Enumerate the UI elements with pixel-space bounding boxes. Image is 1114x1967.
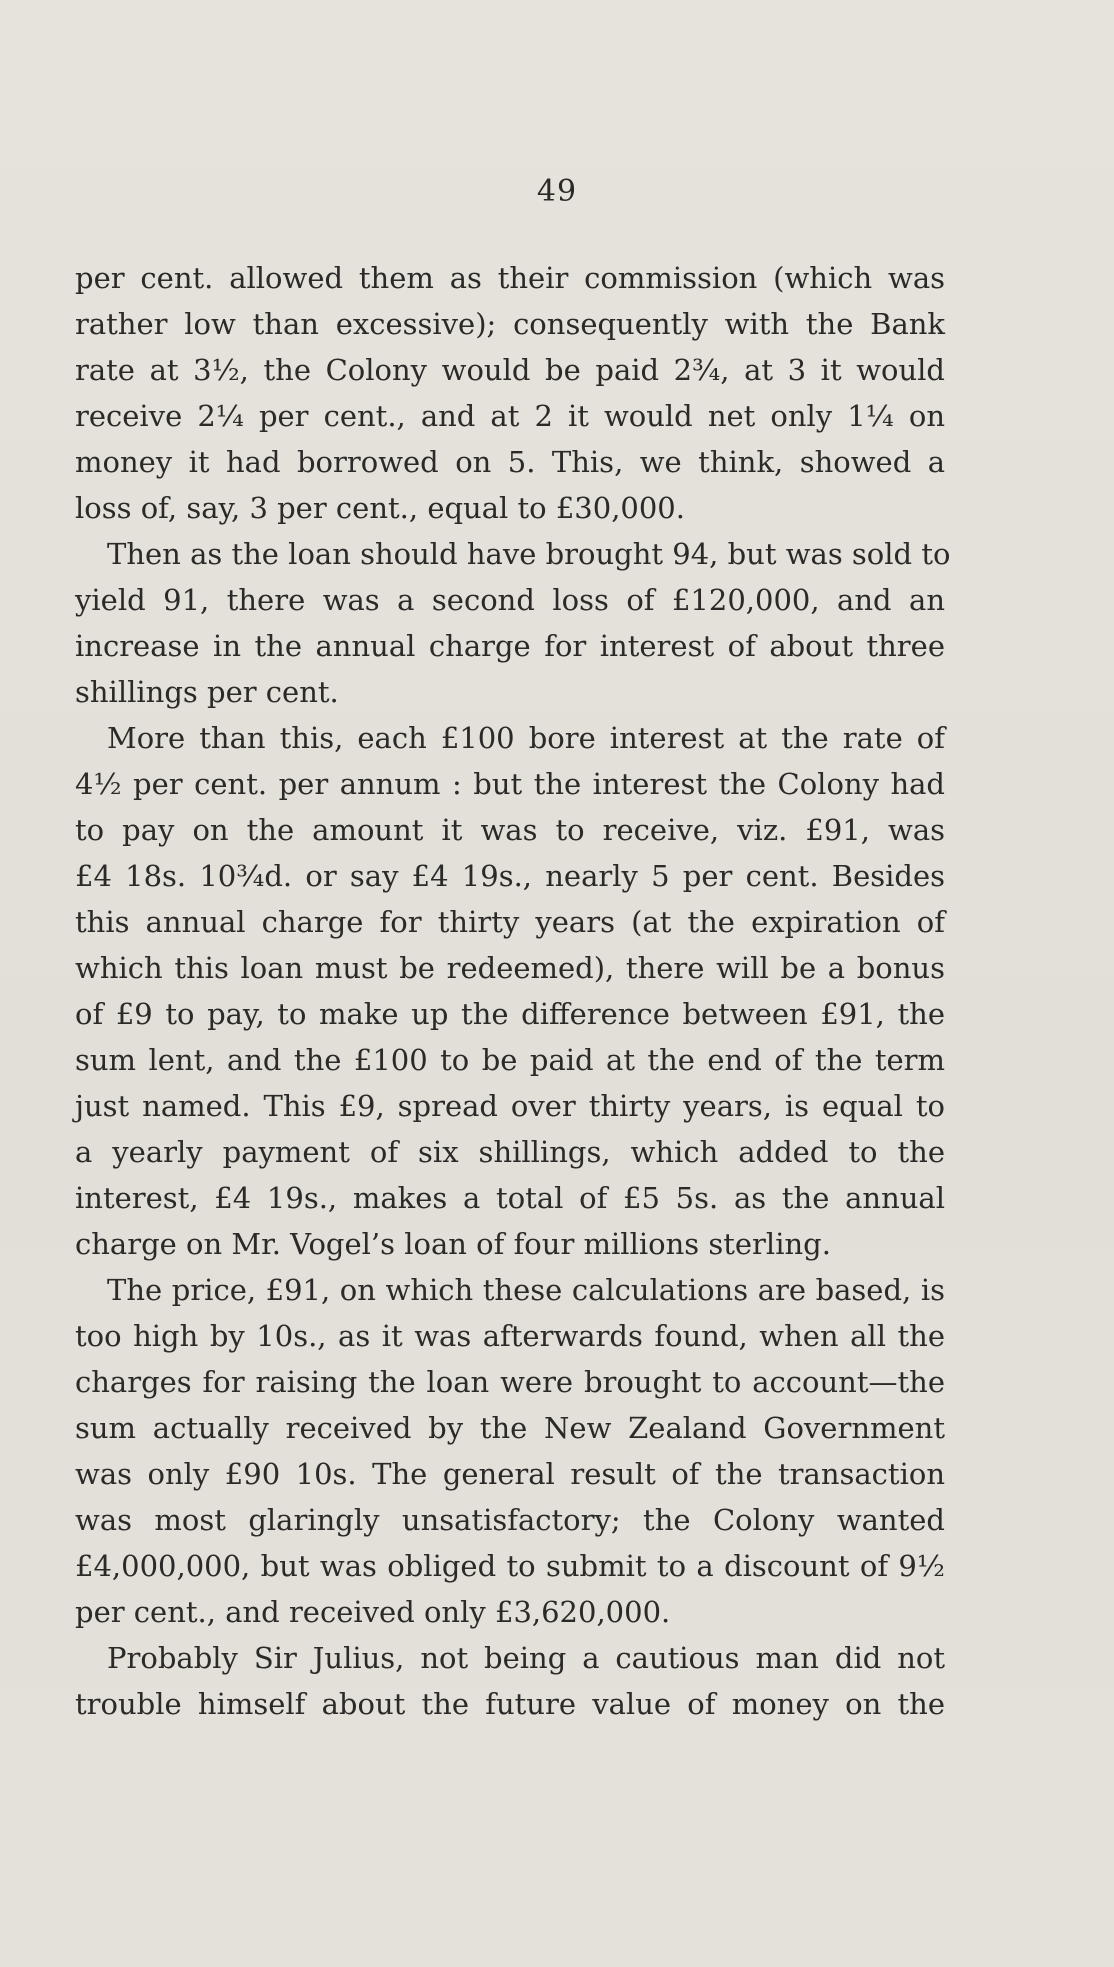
text-line: of £9 to pay, to make up the difference between £91, the: [75, 997, 945, 1031]
text-line: interest, £4 19s., makes a total of £5 5s. as the annual: [75, 1181, 945, 1215]
text-line: receive 2¼ per cent., and at 2 it would net only 1¼ on: [75, 399, 945, 433]
text-line: Then as the loan should have brought 94, but was sold to: [107, 537, 951, 571]
text-line: trouble himself about the future value of money on the: [75, 1687, 945, 1721]
text-line: which this loan must be redeemed), there will be a bonus: [75, 951, 945, 985]
text-line: too high by 10s., as it was afterwards found, when all the: [75, 1319, 945, 1353]
text-line: per cent. allowed them as their commission (which was: [75, 261, 945, 295]
text-line: loss of, say, 3 per cent., equal to £30,000.: [75, 491, 685, 525]
text-line: More than this, each £100 bore interest at the rate of: [107, 721, 945, 755]
page-number: 49: [536, 174, 578, 209]
text-line: 4½ per cent. per annum : but the interest the Colony had: [75, 767, 945, 801]
text-line: to pay on the amount it was to receive, viz. £91, was: [75, 813, 945, 847]
text-line: £4 18s. 10¾d. or say £4 19s., nearly 5 per cent. Besides: [75, 859, 945, 893]
text-line: charge on Mr. Vogel’s loan of four millions sterling.: [75, 1227, 831, 1261]
text-line: per cent., and received only £3,620,000.: [75, 1595, 671, 1629]
text-line: increase in the annual charge for interest of about three: [75, 629, 945, 663]
text-line: sum lent, and the £100 to be paid at the end of the term: [75, 1043, 945, 1077]
text-line: was most glaringly unsatisfactory; the Colony wanted: [75, 1503, 945, 1537]
text-line: rate at 3½, the Colony would be paid 2¾, at 3 it would: [75, 353, 945, 387]
text-line: a yearly payment of six shillings, which added to the: [75, 1135, 945, 1169]
text-line: was only £90 10s. The general result of the transaction: [75, 1457, 945, 1491]
text-line: sum actually received by the New Zealand Government: [75, 1411, 945, 1445]
text-line: yield 91, there was a second loss of £120,000, and an: [75, 583, 945, 617]
text-line: Probably Sir Julius, not being a cautious man did not: [107, 1641, 945, 1675]
text-line: just named. This £9, spread over thirty years, is equal to: [75, 1089, 945, 1123]
text-line: charges for raising the loan were brought to account—the: [75, 1365, 945, 1399]
body-text: [75, 255, 951, 1727]
text-line: shillings per cent.: [75, 675, 339, 709]
text-line: money it had borrowed on 5. This, we think, showed a: [75, 445, 945, 479]
text-line: £4,000,000, but was obliged to submit to a discount of 9½: [75, 1549, 945, 1583]
text-line: this annual charge for thirty years (at the expiration of: [75, 905, 945, 939]
text-line: rather low than excessive); consequently with the Bank: [75, 307, 945, 341]
text-line: The price, £91, on which these calculations are based, is: [107, 1273, 945, 1307]
